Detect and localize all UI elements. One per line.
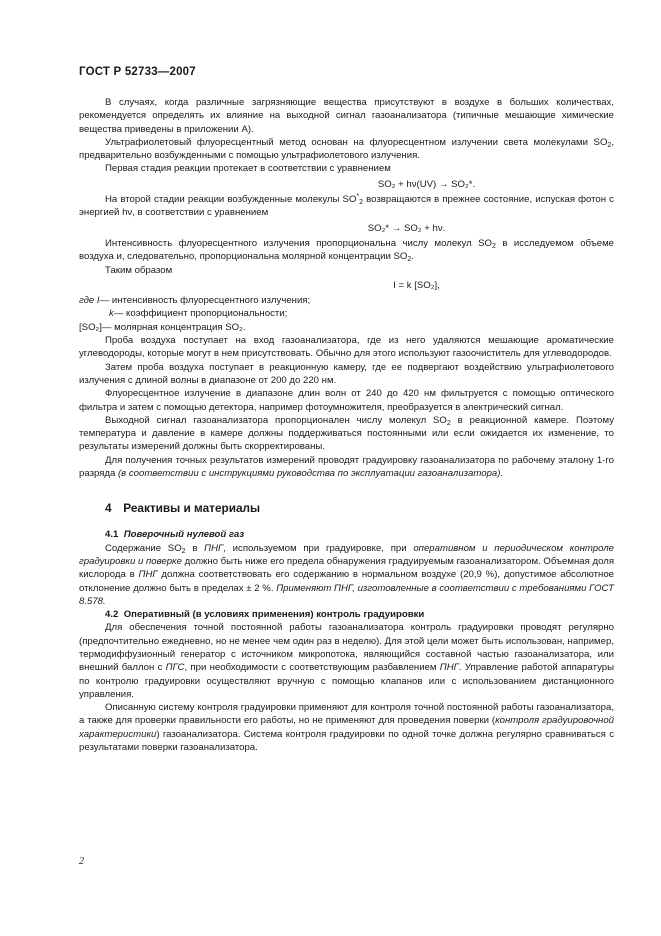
paragraph: В случаях, когда различные загрязняющие вещества присутствуют в воздухе в больших количествах, рекомендуется определять их влияние на выходной сигнал газоанализатора (типичные мешающие химические вещества приведены в приложении А). [79,97,614,135]
equation-2: SO₂* → SO₂ + hν. [367,222,446,234]
where-line: где I — интенсивность флуоресцентного излучения; [79,295,311,307]
where-line: k — коэффициент пропорциональности; [109,308,288,320]
paragraph: Интенсивность флуоресцентного излучения пропорциональна числу молекул $SO_2$ в исследуемом объеме воздуха и, следовательно, пропорциональна молярной концентрации $SO_2$. [79,237,614,264]
where-line: [SO₂] — молярная концентрация SO₂. [79,321,246,333]
paragraph: Затем проба воздуха поступает в реакционную камеру, где ее подвергают воздействию ультрафиолетового излучения с длиной волны в диапазоне от 200 до 220 нм. [79,361,614,386]
paragraph: Выходной сигнал газоанализатора пропорционален числу молекул $SO_2$ в реакционной камере. Поэтому температура и давление в камере должны поддерживаться постоянными или если ожидается их изменение, то результаты измерений должны быть скорректированы. [79,414,614,453]
equation-3: I = k [SO₂], [393,279,440,291]
paragraph: На второй стадии реакции возбужденные молекулы $SO^*_2$ возвращаются в прежнее состояние, испуская фотон с энергией hν, в соответствии с уравнением [79,193,614,219]
paragraph: Флуоресцентное излучение в диапазоне длин волн от 240 до 420 нм фильтруется с помощью оптического фильтра и затем с помощью детектора, например фотоумножителя, преобразуется в электрический сигнал. [79,388,614,413]
paragraph: Таким образом [105,264,173,276]
page-number: 2 [79,856,84,867]
paragraph: Описанную систему контроля градуировки применяют для контроля точной постоянной работы газоанализатора, а также для проверки правильности его работы, но не применяют для проведения поверки (контроля градуировочной характеристики) газоанализатора. Система контроля градуировки по одной точке должна регулярно сравниваться с результатами поверки газоанализатора. [79,702,614,754]
paragraph: Проба воздуха поступает на вход газоанализатора, где из него удаляются мешающие ароматические углеводороды, которые могут в нем присутствовать. Обычно для этого используют газоочиститель для углеводородов. [79,335,614,360]
subsection-heading: 4.1 Поверочный нулевой газ [105,529,245,541]
equation-1: SO₂ + hν(UV) → SO₂*. [377,178,476,190]
paragraph: Для обеспечения точной постоянной работы газоанализатора контроль градуировки проводят регулярно (предпочтительно ежедневно, но не менее чем один раз в неделю). Для этой цели может быть использован, например, термодиффузионный генератор с источником микропотока, являющийся составной частью газоанализатора, или внешний баллон с ПГС, при необходимости с соответствующим разбавлением ПНГ. Управление работой аппаратуры по контролю градуировки осуществляют вручную с помощью клапанов или с использованием дистанционного управления. [79,622,614,700]
section-heading: 4 Реактивы и материалы [105,501,261,516]
paragraph: Первая стадия реакции протекает в соответствии с уравнением [105,163,391,175]
paragraph: Для получения точных результатов измерений проводят градуировку газоанализатора по рабочему эталону 1-го разряда (в соответствии с инструкциями руководства по эксплуатации газоанализатора). [79,454,614,480]
subsection-heading: 4.2 Оперативный (в условиях применения) контроль градуировки [105,609,425,621]
page-content [79,96,614,754]
paragraph: Содержание $SO_2$ в ПНГ, используемом при градуировке, при оперативном и периодическом контроле градуировки и поверке должно быть ниже его предела обнаружения градуируемым газоанализатором. Объемная доля кислорода в ПНГ должна соответствовать его содержанию в нормальном воздухе (20,9 %), допустимое абсолютное отклонение должно быть в пределах ± 2 %. Применяют ПНГ, изготовленные в соответствии с требованиями ГОСТ 8.578. [79,542,615,607]
document-header: ГОСТ Р 52733—2007 [79,66,196,78]
paragraph: Ультрафиолетовый флуоресцентный метод основан на флуоресцентном излучении света молекулами $SO_2$, предварительно возбужденными с помощью ультрафиолетового излучения. [79,136,614,162]
